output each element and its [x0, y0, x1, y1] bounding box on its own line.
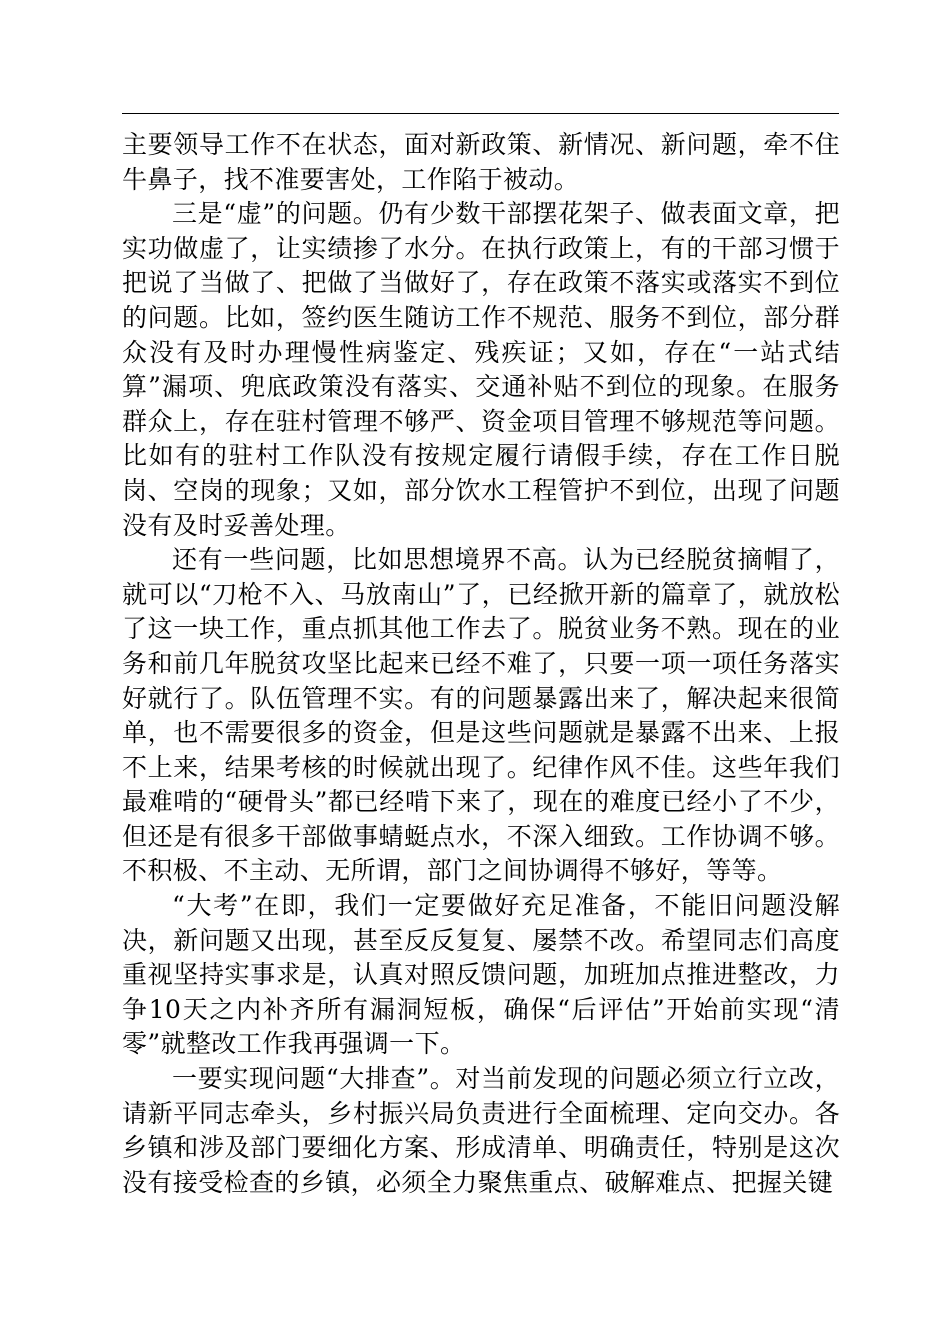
paragraph-3: 还有一些问题，比如思想境界不高。认为已经脱贫摘帽了，就可以“刀枪不入、马放南山”了，已经掀开新的篇章了，就放松了这一块工作，重点抓其他工作去了。脱贫业务不熟。现在的业务和前几年脱贫攻坚比起来已经不难了，只要一项一项任务落实好就行了。队伍管理不实。有的问题暴露出来了，解决起来很简单，也不需要很多的资金，但是这些问题就是暴露不出来、上报不上来，结果考核的时候就出现了。纪律作风不佳。这些年我们最难啃的“硬骨头”都已经啃下来了，现在的难度已经小了不少，但还是有很多干部做事蜻蜓点水，不深入细致。工作协调不够。不积极、不主动、无所谓，部门之间协调得不够好，等等。	[122, 545, 840, 886]
paragraph-4: “大考”在即，我们一定要做好充足准备，不能旧问题没解决，新问题又出现，甚至反反复复、屡禁不改。希望同志们高度重视坚持实事求是，认真对照反馈问题，加班加点推进整改，力争10天之内补齐所有漏洞短板，确保“后评估”开始前实现“清零”就整改工作我再强调一下。	[122, 891, 840, 1059]
paragraph-1: 主要领导工作不在状态，面对新政策、新情况、新问题，牵不住牛鼻子，找不准要害处，工作陷于被动。	[122, 130, 840, 194]
document-body	[122, 128, 840, 1200]
paragraph-2: 三是“虚”的问题。仍有少数干部摆花架子、做表面文章，把实功做虚了，让实绩掺了水分。在执行政策上，有的干部习惯于把说了当做了、把做了当做好了，存在政策不落实或落实不到位的问题。比如，签约医生随访工作不规范、服务不到位，部分群众没有及时办理慢性病鉴定、残疾证；又如，存在“一站式结算”漏项、兜底政策没有落实、交通补贴不到位的现象。在服务群众上，存在驻村管理不够严、资金项目管理不够规范等问题。比如有的驻村工作队没有按规定履行请假手续，存在工作日脱岗、空岗的现象；又如，部分饮水工程管护不到位，出现了问题没有及时妥善处理。	[122, 199, 840, 540]
header-rule	[122, 113, 839, 114]
paragraph-5: 一要实现问题“大排查”。对当前发现的问题必须立行立改，请新平同志牵头，乡村振兴局负责进行全面梳理、定向交办。各乡镇和涉及部门要细化方案、形成清单、明确责任，特别是这次没有接受检查的乡镇，必须全力聚焦重点、破解难点、把握关键	[122, 1064, 840, 1197]
